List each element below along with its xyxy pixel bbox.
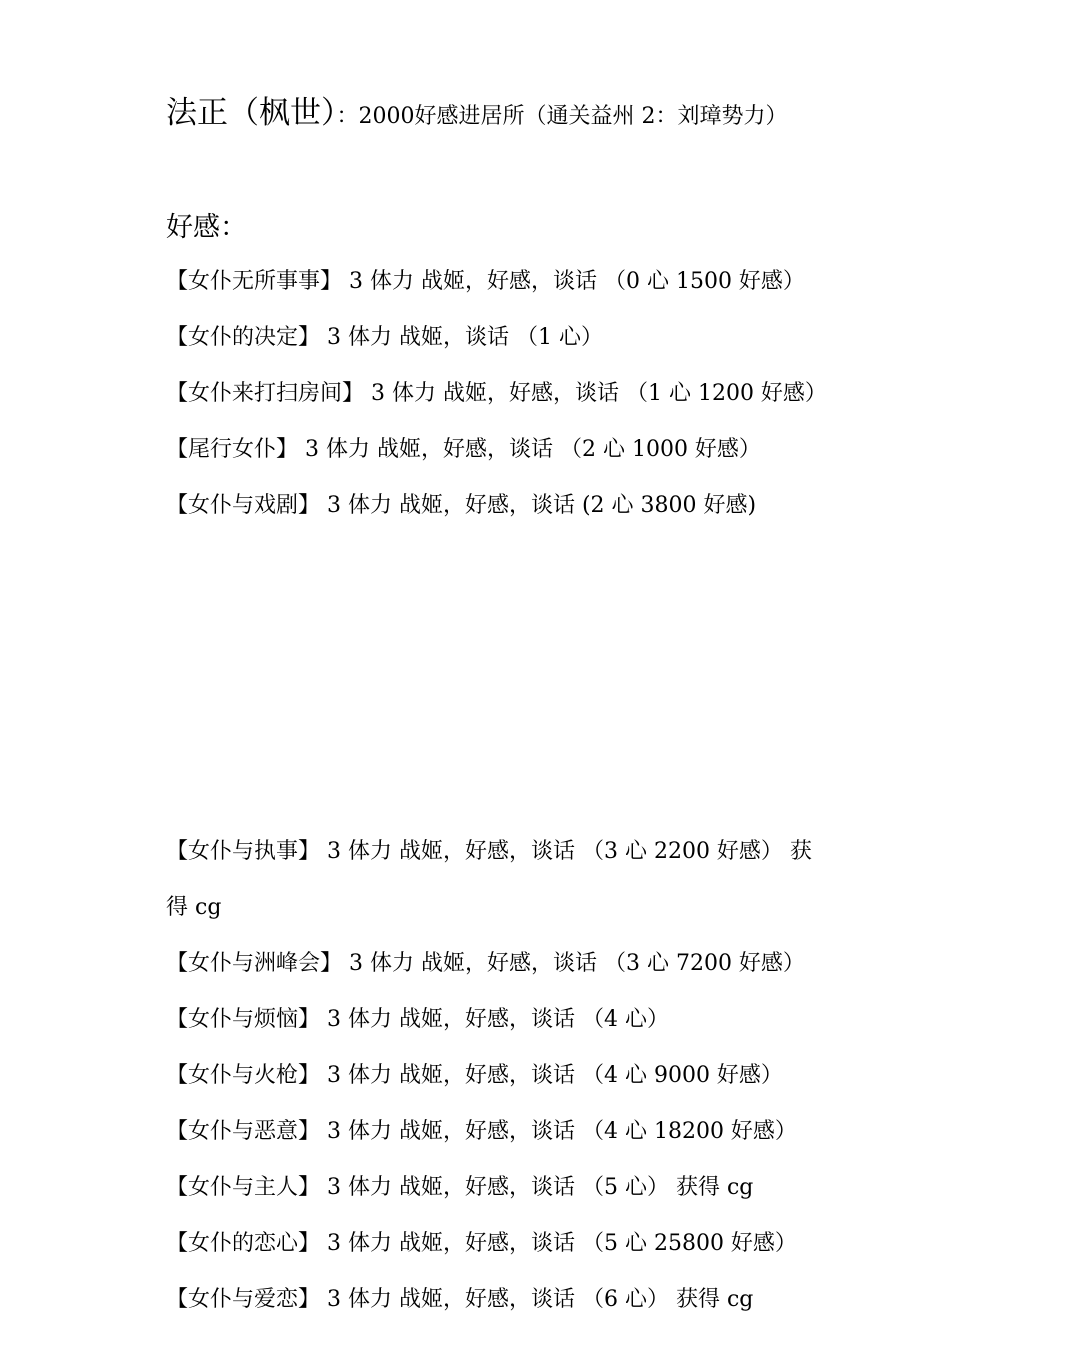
character-name: 法正（枫世） [166,95,337,131]
event-line-continuation: 得 cg [166,895,222,920]
event-line: 【女仆与主人】 3 体力 战姬，好感，谈话 （5 心） 获得 cg [166,1175,754,1200]
event-line: 【尾行女仆】 3 体力 战姬，好感，谈话 （2 心 1000 好感） [166,437,761,462]
character-unlock-condition: ：2000好感进居所（通关益州 2：刘璋势力） [336,104,788,129]
event-line: 【女仆的决定】 3 体力 战姬，谈话 （1 心） [166,325,603,350]
event-line: 【女仆与洲峰会】 3 体力 战姬，好感，谈话 （3 心 7200 好感） [166,951,805,976]
event-line: 【女仆与戏剧】 3 体力 战姬，好感，谈话 (2 心 3800 好感) [166,493,757,518]
event-line: 【女仆与爱恋】 3 体力 战姬，好感，谈话 （6 心） 获得 cg [166,1287,754,1312]
event-line: 【女仆与烦恼】 3 体力 战姬，好感，谈话 （4 心） [166,1007,669,1032]
event-line: 【女仆与火枪】 3 体力 战姬，好感，谈话 （4 心 9000 好感） [166,1063,783,1088]
affection-section-label: 好感： [166,212,247,243]
event-line: 【女仆无所事事】 3 体力 战姬，好感，谈话 （0 心 1500 好感） [166,269,805,294]
event-line: 【女仆的恋心】 3 体力 战姬，好感，谈话 （5 心 25800 好感） [166,1231,797,1256]
character-heading [166,93,787,138]
event-line: 【女仆来打扫房间】 3 体力 战姬，好感，谈话 （1 心 1200 好感） [166,381,827,406]
event-line: 【女仆与恶意】 3 体力 战姬，好感，谈话 （4 心 18200 好感） [166,1119,797,1144]
event-line: 【女仆与执事】 3 体力 战姬，好感，谈话 （3 心 2200 好感） 获 [166,839,812,864]
